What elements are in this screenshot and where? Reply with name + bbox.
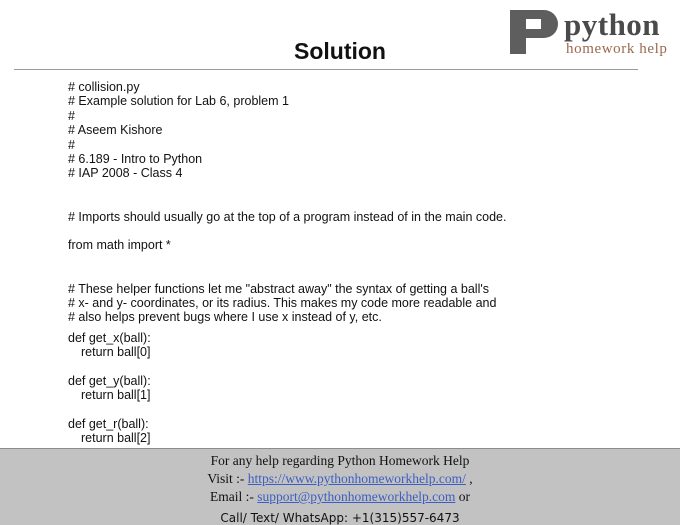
code-comment-line: # collision.py (68, 80, 140, 94)
function-body-get-y: return ball[1] (81, 388, 151, 403)
code-comment-line: # These helper functions let me "abstract away" the syntax of getting a ball's (68, 281, 489, 296)
function-def-get-r: def get_r(ball): (68, 417, 149, 432)
footer-help-line: For any help regarding Python Homework Help (210, 453, 470, 468)
email-suffix: or (455, 489, 470, 504)
python-homework-help-logo (510, 7, 675, 58)
code-comment-line: # x- and y- coordinates, or its radius. This makes my code more readable and (68, 295, 497, 310)
function-def-get-y: def get_y(ball): (68, 373, 151, 388)
visit-label: Visit :- (207, 471, 248, 486)
footer-visit-line (0, 470, 680, 488)
page-title: Solution (294, 38, 386, 64)
footer-contact-line: Call/ Text/ WhatsApp: +1(315)557-6473 (220, 511, 460, 525)
visit-suffix: , (465, 471, 473, 486)
code-listing (68, 80, 628, 446)
function-def-get-x: def get_x(ball): (68, 330, 151, 345)
footer-email-line (0, 488, 680, 506)
logo-wordmark: python (564, 7, 661, 42)
import-statement: from math import * (68, 238, 171, 253)
code-comment-line: # (68, 137, 75, 152)
logo-subtitle: homework help (566, 41, 668, 57)
help-footer (0, 448, 680, 525)
p-logo-mark-icon (510, 10, 560, 54)
title-divider (14, 69, 638, 70)
email-label: Email :- (210, 489, 258, 504)
code-comment-line: # also helps prevent bugs where I use x instead of y, etc. (68, 310, 382, 325)
code-comment-line: # Aseem Kishore (68, 123, 163, 138)
website-link[interactable]: https://www.pythonhomeworkhelp.com/ (247, 471, 466, 486)
imports-comment: # Imports should usually go at the top of a program instead of in the main code. (68, 209, 507, 224)
code-comment-line: # (68, 108, 75, 123)
code-comment-line: # IAP 2008 - Class 4 (68, 166, 183, 181)
code-comment-line: # Example solution for Lab 6, problem 1 (68, 94, 289, 109)
email-link[interactable]: support@pythonhomeworkhelp.com (257, 489, 456, 504)
code-comment-line: # 6.189 - Intro to Python (68, 151, 203, 166)
function-body-get-x: return ball[0] (81, 345, 151, 360)
function-body-get-r: return ball[2] (81, 431, 151, 446)
